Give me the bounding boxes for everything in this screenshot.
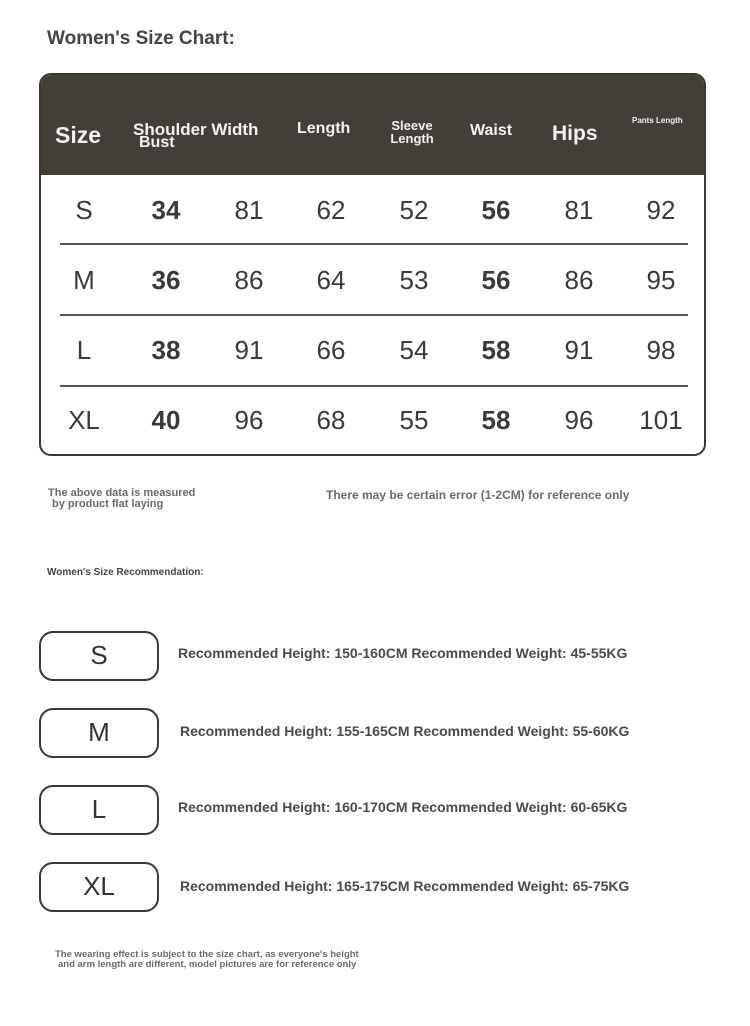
cell-length: 68 bbox=[316, 405, 346, 435]
header-sleeve-length-label: Sleeve Length bbox=[390, 118, 434, 146]
cell-pants-length: 101 bbox=[639, 405, 683, 435]
recommendation-text: Recommended Height: 155-165CM Recommended Weight: 55-60KG bbox=[180, 723, 630, 739]
recommendation-text: Recommended Height: 150-160CM Recommended Weight: 45-55KG bbox=[178, 645, 628, 661]
cell-size: L bbox=[76, 335, 92, 365]
cell-hips: 96 bbox=[564, 405, 594, 435]
table-row bbox=[41, 175, 704, 245]
recommendation-title: Women's Size Recommendation: bbox=[47, 567, 204, 578]
size-pill-xl: XL bbox=[39, 862, 159, 912]
cell-sleeve-length: 55 bbox=[399, 405, 429, 435]
table-row bbox=[41, 315, 704, 385]
measure-note-line1: The above data is measured bbox=[48, 487, 196, 499]
cell-bust: 38 bbox=[151, 335, 181, 365]
cell-length: 64 bbox=[316, 265, 346, 295]
measure-note bbox=[48, 488, 195, 510]
cell-waist: 58 bbox=[481, 335, 511, 365]
table-row bbox=[41, 385, 704, 455]
error-note: There may be certain error (1-2CM) for reference only bbox=[326, 488, 630, 502]
size-chart-table bbox=[39, 73, 706, 456]
cell-bust: 34 bbox=[151, 195, 181, 225]
size-pill-m: M bbox=[39, 708, 159, 758]
cell-hips: 81 bbox=[564, 195, 594, 225]
header-shoulder-width: Shoulder Width bbox=[133, 120, 259, 139]
cell-waist: 56 bbox=[481, 265, 511, 295]
cell-shoulder-width: 96 bbox=[234, 405, 264, 435]
recommendation-text: Recommended Height: 160-170CM Recommended Weight: 60-65KG bbox=[178, 799, 628, 815]
cell-waist: 56 bbox=[481, 195, 511, 225]
header-hips: Hips bbox=[552, 122, 598, 145]
footer-note bbox=[55, 950, 359, 970]
cell-pants-length: 92 bbox=[646, 195, 676, 225]
table-row bbox=[41, 245, 704, 315]
cell-sleeve-length: 53 bbox=[399, 265, 429, 295]
cell-bust: 40 bbox=[151, 405, 181, 435]
header-bust: Bust bbox=[139, 134, 175, 151]
cell-shoulder-width: 91 bbox=[234, 335, 264, 365]
cell-pants-length: 98 bbox=[646, 335, 676, 365]
header-length: Length bbox=[297, 120, 351, 137]
cell-sleeve-length: 52 bbox=[399, 195, 429, 225]
header-waist: Waist bbox=[470, 122, 513, 139]
header-pants-length: Pants Length bbox=[632, 116, 683, 125]
footer-line1: The wearing effect is subject to the size chart, as everyone's height bbox=[55, 949, 359, 960]
cell-shoulder-width: 81 bbox=[234, 195, 264, 225]
cell-size: M bbox=[73, 265, 95, 295]
cell-waist: 58 bbox=[481, 405, 511, 435]
header-sleeve-length bbox=[383, 119, 441, 145]
cell-bust: 36 bbox=[151, 265, 181, 295]
cell-hips: 91 bbox=[564, 335, 594, 365]
cell-length: 62 bbox=[316, 195, 346, 225]
measure-note-line2: by product flat laying bbox=[52, 498, 164, 510]
footer-line2: and arm length are different, model pictures are for reference only bbox=[58, 958, 357, 970]
cell-hips: 86 bbox=[564, 265, 594, 295]
cell-shoulder-width: 86 bbox=[234, 265, 264, 295]
size-pill-l: L bbox=[39, 785, 159, 835]
recommendation-text: Recommended Height: 165-175CM Recommended Weight: 65-75KG bbox=[180, 878, 630, 894]
cell-pants-length: 95 bbox=[646, 265, 676, 295]
page-title: Women's Size Chart: bbox=[47, 28, 235, 49]
header-size: Size bbox=[55, 122, 102, 148]
cell-sleeve-length: 54 bbox=[399, 335, 429, 365]
cell-size: S bbox=[75, 195, 93, 225]
table-header bbox=[41, 75, 704, 175]
cell-size: XL bbox=[68, 405, 100, 435]
size-pill-s: S bbox=[39, 631, 159, 681]
cell-length: 66 bbox=[316, 335, 346, 365]
